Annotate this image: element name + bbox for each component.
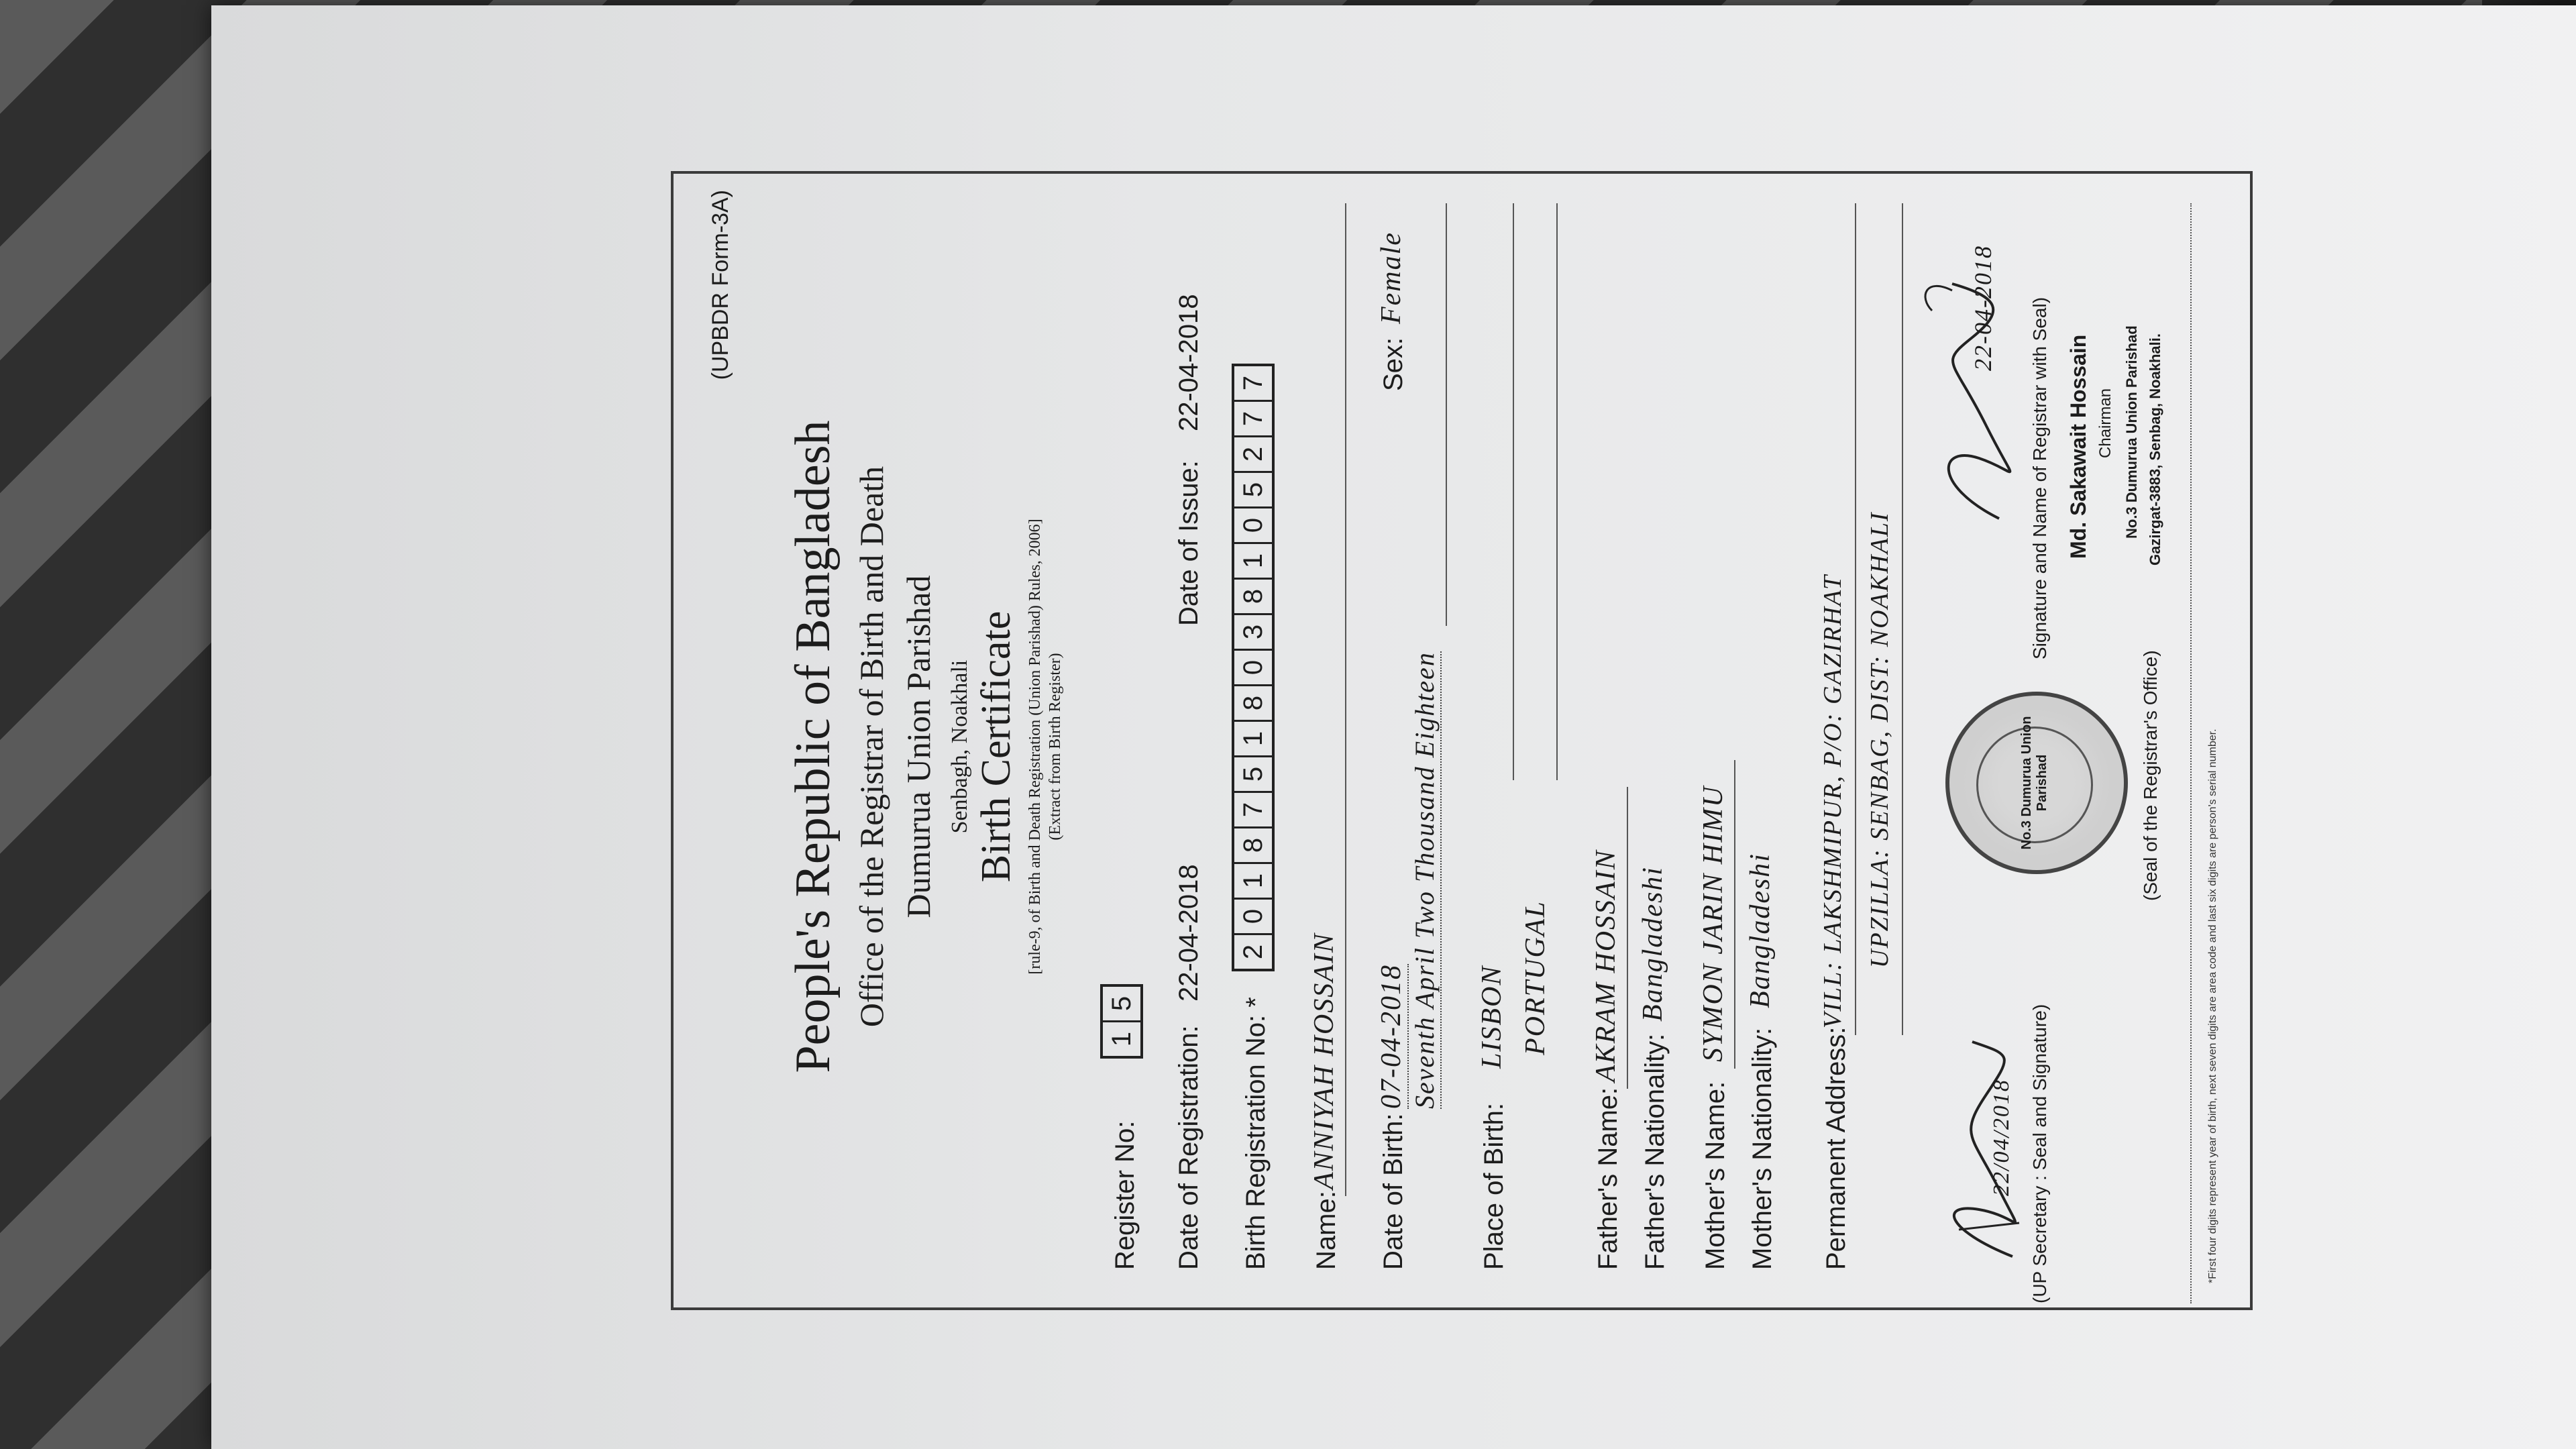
reg-digit: 8 bbox=[1234, 578, 1272, 613]
mother-nationality-label: Mother's Nationality: bbox=[1748, 1027, 1777, 1270]
reg-digit: 1 bbox=[1234, 542, 1272, 578]
dob-value: 07-04-2018 bbox=[1375, 964, 1409, 1109]
reg-digit: 8 bbox=[1234, 684, 1272, 720]
mother-name-label: Mother's Name: bbox=[1701, 1081, 1730, 1270]
parishad-title: Dumurua Union Parishad bbox=[900, 575, 937, 918]
issue-date-value: 22-04-2018 bbox=[1174, 294, 1203, 431]
registrar-date: 22-04-2018 bbox=[1970, 245, 1996, 371]
sex-label: Sex: bbox=[1379, 337, 1408, 391]
reg-digit: 7 bbox=[1238, 375, 1268, 391]
certificate-rotated bbox=[671, 163, 2281, 1330]
rule-text: [rule-9, of Birth and Death Registration (Union Parishad) Rules, 2006] bbox=[1026, 519, 1044, 975]
registrar-role: Chairman bbox=[2096, 388, 2114, 458]
place-of-birth-line1: LISBON bbox=[1477, 965, 1507, 1069]
mother-nationality-value: Bangladeshi bbox=[1745, 853, 1776, 1008]
office-title: Office of the Registrar of Birth and Death bbox=[853, 466, 890, 1028]
address-label: Permanent Address: bbox=[1821, 1026, 1851, 1270]
place-line-1 bbox=[1513, 203, 1514, 780]
registrar-seal bbox=[1945, 692, 2128, 874]
reg-digit: 0 bbox=[1234, 898, 1272, 933]
reg-digit: 7 bbox=[1234, 400, 1272, 435]
father-name-value: AKRAM HOSSAIN bbox=[1591, 849, 1621, 1082]
reg-digit: 2 bbox=[1234, 435, 1272, 471]
father-nationality-value: Bangladeshi bbox=[1638, 866, 1668, 1022]
registrar-org-1: No.3 Dumurua Union Parishad bbox=[2123, 325, 2140, 539]
dob-words: Seventh April Two Thousand Eighteen bbox=[1409, 651, 1442, 1109]
seal-caption: (Seal of the Registrar's Office) bbox=[2140, 650, 2161, 901]
dob-line bbox=[1446, 203, 1447, 626]
registrar-name: Md. Sakawait Hossain bbox=[2066, 334, 2090, 559]
registration-date-label: Date of Registration: bbox=[1174, 1025, 1203, 1270]
reg-digit: 2 bbox=[1234, 933, 1272, 969]
place-of-birth-label: Place of Birth: bbox=[1479, 1102, 1509, 1270]
reg-digit: 0 bbox=[1234, 649, 1272, 684]
name-label: Name: bbox=[1311, 1191, 1341, 1270]
country-title: People's Republic of Bangladesh bbox=[786, 420, 841, 1073]
address-line2: UPZILLA: SENBAG, DIST: NOAKHALI bbox=[1866, 511, 1894, 968]
address-line-1 bbox=[1855, 203, 1856, 1035]
extract-text: (Extract from Birth Register) bbox=[1046, 653, 1064, 841]
address-line1: VILL: LAKSHMIPUR, P/O: GAZIRHAT bbox=[1819, 574, 1847, 1028]
reg-digit: 5 bbox=[1234, 755, 1272, 791]
location-title: Senbagh, Noakhali bbox=[947, 659, 972, 834]
register-digit: 1 bbox=[1103, 1020, 1140, 1056]
footnote: *First four digits represent year of birth, next seven digits are area code and last six digits are person's serial number. bbox=[2207, 729, 2218, 1283]
father-name-line bbox=[1627, 787, 1628, 1089]
registrar-caption: Signature and Name of Registrar with Seal) bbox=[2029, 297, 2050, 659]
footnote-divider bbox=[2190, 203, 2192, 1303]
birth-certificate bbox=[671, 163, 2281, 1330]
mother-name-value: SYMON JARIN HIMU bbox=[1698, 785, 1729, 1062]
secretary-caption: (UP Secretary : Seal and Signature) bbox=[2029, 1004, 2050, 1303]
register-no-label: Register No: bbox=[1110, 1120, 1140, 1270]
birth-reg-no-boxes bbox=[1232, 364, 1275, 971]
place-of-birth-line2: PORTUGAL bbox=[1520, 900, 1551, 1055]
register-digit: 5 bbox=[1107, 996, 1136, 1012]
secretary-date: 22/04/2018 bbox=[1989, 1079, 2014, 1196]
certificate-title: Birth Certificate bbox=[973, 610, 1019, 883]
register-no-boxes bbox=[1100, 984, 1143, 1059]
registration-date-value: 22-04-2018 bbox=[1174, 864, 1203, 1002]
father-name-label: Father's Name: bbox=[1593, 1087, 1623, 1270]
reg-digit: 3 bbox=[1234, 613, 1272, 649]
paper-sheet bbox=[211, 5, 2576, 1449]
sex-value: Female bbox=[1376, 231, 1407, 324]
reg-digit: 0 bbox=[1234, 506, 1272, 542]
secretary-signature-icon bbox=[1919, 1028, 2039, 1270]
dob-label: Date of Birth: bbox=[1379, 1113, 1408, 1270]
registrar-org-2: Gazirgat-3883, Senbag, Noakhali. bbox=[2147, 333, 2163, 566]
reg-digit: 1 bbox=[1234, 862, 1272, 898]
reg-digit: 7 bbox=[1234, 791, 1272, 826]
birth-reg-no-label: Birth Registration No: * bbox=[1241, 997, 1271, 1270]
seal-text: No.3 Dumurua Union Parishad bbox=[2019, 716, 2049, 850]
reg-digit: 8 bbox=[1234, 826, 1272, 862]
name-value: ANNIYAH HOSSAIN bbox=[1309, 932, 1340, 1189]
father-nationality-label: Father's Nationality: bbox=[1640, 1033, 1670, 1270]
issue-date-label: Date of Issue: bbox=[1174, 460, 1203, 626]
reg-digit: 1 bbox=[1234, 720, 1272, 755]
reg-digit: 5 bbox=[1234, 471, 1272, 506]
address-line-2 bbox=[1902, 203, 1903, 1035]
place-line-2 bbox=[1556, 203, 1558, 780]
name-line bbox=[1345, 203, 1346, 1196]
mother-name-line bbox=[1734, 760, 1735, 1069]
form-code: (UPBDR Form-3A) bbox=[708, 190, 733, 380]
